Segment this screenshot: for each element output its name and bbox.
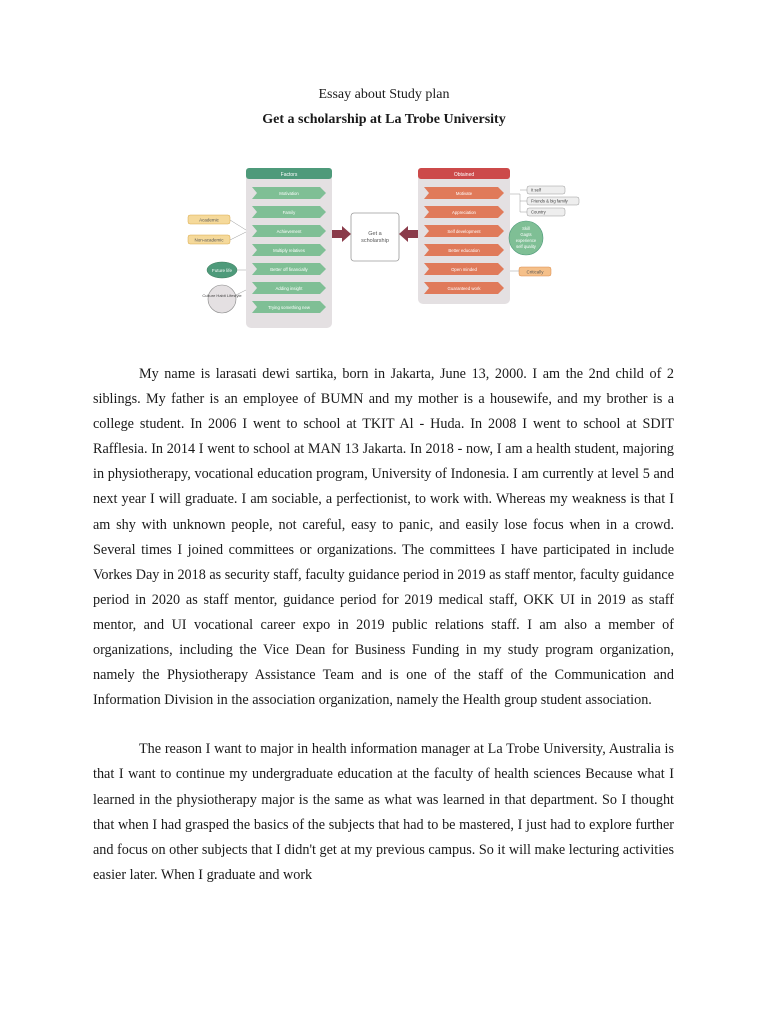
left-arrow-label-7: Trying something new [268,305,310,310]
center-box [351,213,399,261]
connector-line [230,220,246,230]
right-arrow-label-5: Open minded [451,267,477,272]
document-subtitle: Get a scholarship at La Trobe University [262,112,506,127]
document-title: Essay about Study plan [318,87,450,102]
circle-culture [208,285,236,313]
tag-it-self-label: It self [531,187,542,193]
diagram-svg [180,160,590,335]
connector-line [230,232,246,240]
right-arrow-label-1: Motivate [455,191,473,196]
left-arrow-label-2: Family [282,210,296,215]
left-arrow-label-1: Motivation [279,191,299,196]
right-arrow-label-4: Better education [448,248,480,253]
center-label-line2: scholarship [361,238,389,244]
circle-skill-line2: Gagts [520,232,532,237]
tag-academic-label: Academic [199,217,219,223]
paragraph-2: The reason I want to major in health information manager at La Trobe University, Australia is that I want to continue my undergraduate education at the faculty of health sciences Because what I learned in the physiotherapy major is the same as what was learned in that department. So I thought that when I had grasped the basics of the subjects that had to be mastered, I just had to explore further and focus on other subjects that I didn't get at my previous campus. So it will make lecturing activities easier later. When I graduate and work [93,741,674,883]
circle-skill-line3: experience [515,238,537,243]
right-arrow-label-3: Self development [447,229,481,234]
circle-culture-label: Culture Habit Lifestyle [202,293,242,298]
connector-bracket [510,190,527,212]
center-label-line1: Get a [368,231,382,237]
right-arrow-label-6: Guaranteed work [447,286,481,291]
right-panel-header-label: Obtained [453,172,475,178]
circle-skill-line1: Skill [522,226,530,231]
left-arrow-label-6: Adding insight [275,286,303,291]
tag-critically-label: Critically [526,269,544,275]
left-panel-header-label: Factors [280,172,298,178]
left-arrow-label-5: Better off financially [270,267,308,272]
essay-body [93,362,674,888]
arrow-from-right-icon [399,226,418,242]
paragraph-1: My name is larasati dewi sartika, born in Jakarta, June 13, 2000. I am the 2nd child of 2 siblings. My father is an employee of BUMN and my mother is a housewife, and my brother is a college student. In 2006 I went to school at TKIT Al - Huda. In 2008 I went to school at SDIT Rafflesia. In 2014 I went to school at MAN 13 Jakarta. In 2018 - now, I am a health student, majoring in physiotherapy, vocational education program, University of Indonesia. I am currently at level 5 and next year I will graduate. I am sociable, a perfectionist, to work with. Whereas my weakness is that I am shy with unknown people, not careful, easy to panic, and easily lose focus when in a crowd. Several times I joined committees or organizations. The committees I have participated in include Vorkes Day in 2018 as security staff, faculty guidance period in 2019 as staff mentor, faculty guidance period in 2020 as staff mentor, guidance period for 2019 medical staff, OKK UI in 2019 as staff mentor, and UI vocational career expo in 2019 public relations staff. I am also a member of organizations, including the Vice Dean for Business Funding in my study program organization, namely the Physiotherapy Assistance Team and is one of the staff of the Communication and Information Division in the association organization, namely the Health group student association. [93,366,674,709]
circle-skill-line4: self quality [516,244,536,249]
left-arrow-label-3: Achievement [276,229,302,234]
circle-future-life-label: Future life [211,268,233,273]
arrow-to-center-icon [332,226,351,242]
tag-country-label: Country [531,209,546,215]
tag-non-academic-label: Non-academic [194,237,224,243]
right-arrow-label-2: Appreciation [452,210,476,215]
left-arrow-label-4: Multiply relatives [273,248,305,253]
tag-friends-family-label: Friends & big family [531,198,568,204]
scholarship-diagram [180,160,590,335]
